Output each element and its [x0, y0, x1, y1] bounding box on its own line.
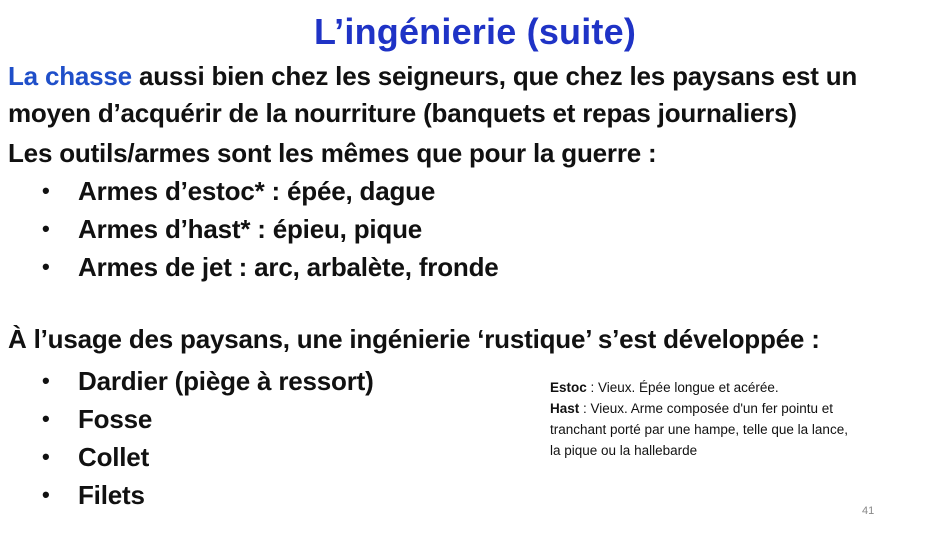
bullet-icon: • — [42, 254, 50, 279]
bullet-icon: • — [42, 368, 50, 393]
footnote-term-hast: Hast — [550, 401, 580, 416]
intro-line-2: moyen d’acquérir de la nourriture (banquets et repas journaliers) — [8, 98, 797, 128]
footnote-estoc — [550, 377, 930, 398]
list-item-text: Dardier (piège à ressort) — [78, 366, 374, 396]
footnote-def-estoc: : Vieux. Épée longue et acérée. — [586, 380, 779, 395]
weapons-list — [38, 172, 499, 286]
list-item-text: Filets — [78, 480, 145, 510]
bullet-icon: • — [42, 482, 50, 507]
list-item — [38, 476, 374, 514]
bullet-icon: • — [42, 406, 50, 431]
list-item-text: Armes d’estoc* : épée, dague — [78, 176, 436, 206]
list-item-text: Fosse — [78, 404, 153, 434]
intro-highlight: La chasse — [8, 61, 132, 91]
slide-title: L’ingénierie (suite) — [313, 11, 637, 52]
intro-line-1 — [8, 58, 857, 95]
list-item-text: Collet — [78, 442, 150, 472]
list-item-text: Armes de jet : arc, arbalète, fronde — [78, 252, 499, 282]
list-item — [38, 400, 374, 438]
footnote-term-estoc: Estoc — [550, 380, 587, 395]
footnote-def-hast-1: : Vieux. Arme composée d'un fer pointu et — [579, 401, 833, 416]
intro-line-3: Les outils/armes sont les mêmes que pour la guerre : — [8, 138, 657, 168]
bullet-icon: • — [42, 178, 50, 203]
list-item-text: Armes d’hast* : épieu, pique — [78, 214, 423, 244]
bullet-icon: • — [42, 216, 50, 241]
footnote — [550, 377, 930, 461]
list-item — [38, 172, 499, 210]
page-number: 41 — [862, 505, 875, 517]
footnote-hast-line-3: la pique ou la hallebarde — [550, 443, 698, 458]
bullet-icon: • — [42, 444, 50, 469]
list-item — [38, 210, 499, 248]
list-item — [38, 362, 374, 400]
list-item — [38, 438, 374, 476]
intro-line-1-text: aussi bien chez les seigneurs, que chez les paysans est un — [131, 61, 858, 91]
peasant-heading: À l’usage des paysans, une ingénierie ‘rustique’ s’est développée : — [8, 324, 820, 354]
footnote-hast — [550, 398, 930, 419]
peasant-tools-list — [38, 362, 374, 514]
list-item — [38, 248, 499, 286]
footnote-hast-line-2: tranchant porté par une hampe, telle que la lance, — [550, 422, 848, 437]
